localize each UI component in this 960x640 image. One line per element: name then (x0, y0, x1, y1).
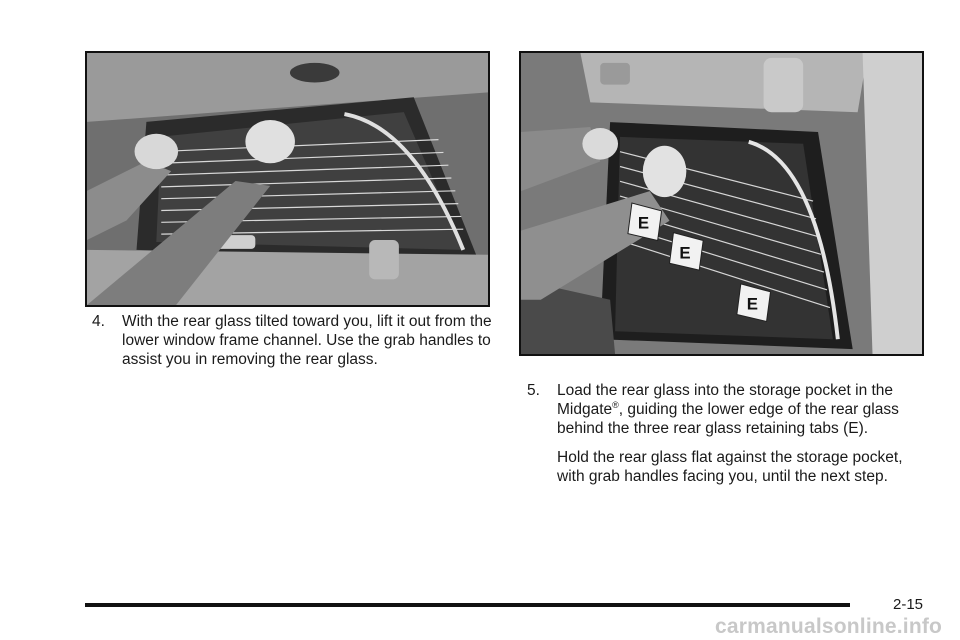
photo-remove-rear-glass (85, 51, 490, 307)
step-5-text-end: , guiding the lower edge of the rear glass behind the three rear glass retaining tabs (E). (557, 401, 899, 437)
step-5-text (557, 381, 927, 438)
photo-remove-rear-glass-illustration (87, 53, 488, 305)
tab-callout-label-2: E (679, 243, 691, 263)
step-4-text: With the rear glass tilted toward you, lift it out from the lower window frame channel. Use the grab handles to assist you in removing the rear glass. (122, 313, 492, 368)
page-number: 2-15 (893, 596, 924, 613)
step-5-followup: Hold the rear glass flat against the storage pocket, with grab handles facing you, until the next step. (557, 449, 903, 485)
step-5 (527, 381, 927, 486)
photo-load-rear-glass-illustration (521, 53, 922, 354)
registered-mark: ® (612, 399, 619, 410)
watermark: carmanualsonline.info (715, 615, 943, 638)
tab-callout-label-3: E (746, 294, 758, 314)
tab-callout-label-1: E (637, 213, 650, 233)
step-4-number: 4. (92, 313, 105, 330)
footer-rule (85, 603, 850, 607)
step-5-text-start: Load the rear glass into the storage pocket in the Midgate (557, 382, 894, 418)
step-5-number: 5. (527, 382, 540, 399)
step-4 (92, 312, 492, 369)
photo-load-rear-glass (519, 51, 924, 356)
